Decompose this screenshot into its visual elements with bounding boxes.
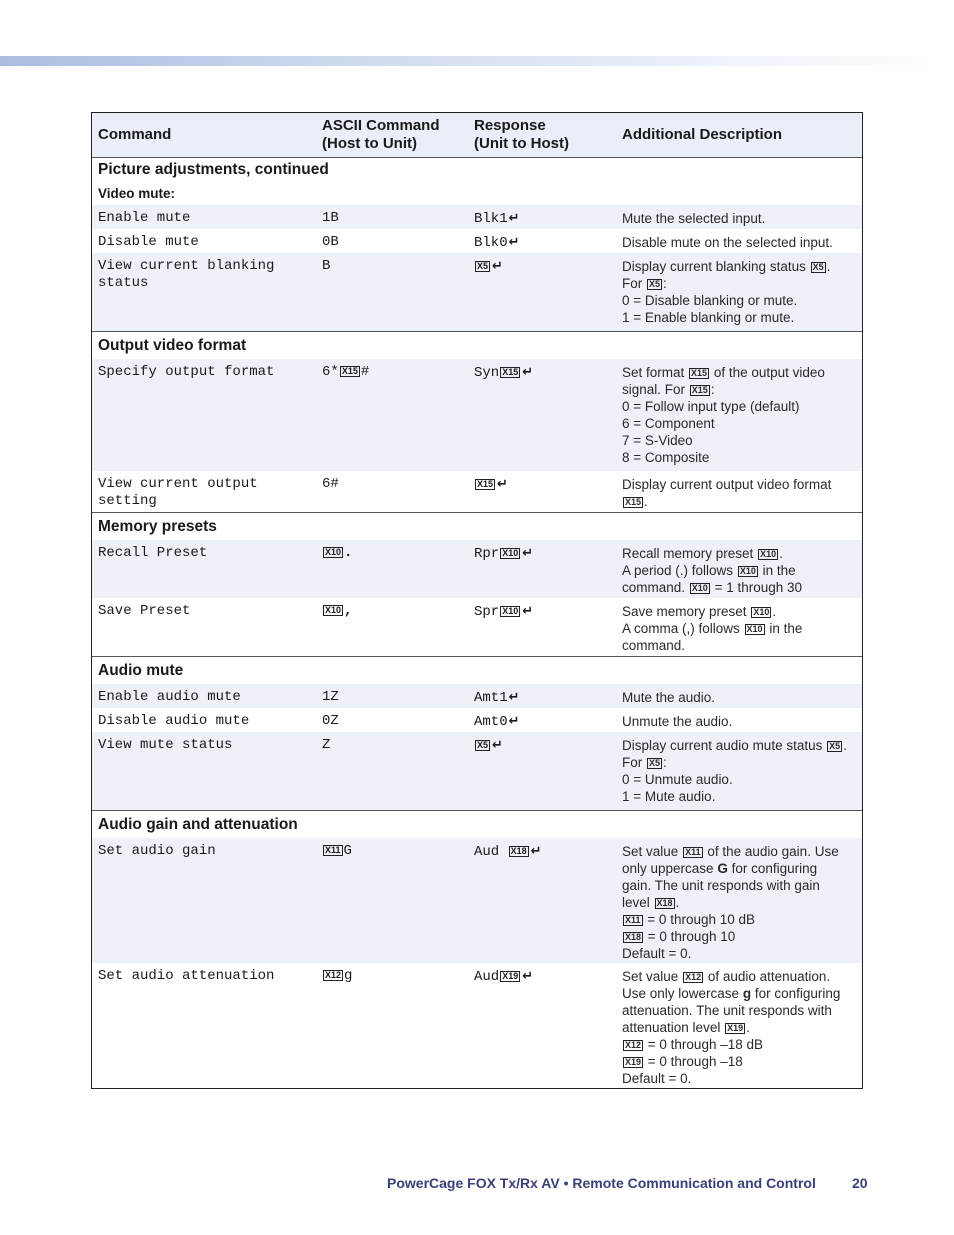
header-description: Additional Description xyxy=(622,126,783,143)
desc-text: Recall memory preset xyxy=(622,546,754,561)
var-x10: X10 xyxy=(760,549,777,559)
desc-set-gain: Set value X11 of the audio gain. Use only uppercase G for configuring gain. The unit responds with gain level X18 . X11 = 0 through 10 dB X18 = 0 through 10 Default = 0. xyxy=(622,844,839,961)
table-row xyxy=(92,963,862,1088)
cmd-view-mute-status: View mute status xyxy=(98,737,233,753)
header-ascii-line2: (Host to Unit) xyxy=(322,135,417,152)
ascii-text: , xyxy=(344,603,353,619)
resp-text: Blk1 xyxy=(474,211,508,227)
cmd-set-gain: Set audio gain xyxy=(98,843,216,859)
var-x12: X12 xyxy=(685,972,702,982)
var-x15: X15 xyxy=(341,366,358,376)
cmd-line2: setting xyxy=(98,493,157,509)
desc-text: command. xyxy=(622,580,686,595)
ascii-text: 6* xyxy=(322,364,339,380)
enter-icon: ↵ xyxy=(508,690,520,705)
desc-text: 7 = S-Video xyxy=(622,433,693,448)
var-x15: X15 xyxy=(477,479,494,489)
cmd-line1: View current blanking xyxy=(98,258,275,274)
table-row xyxy=(92,253,862,331)
var-x19: X19 xyxy=(625,1057,642,1067)
var-x18: X18 xyxy=(510,846,527,856)
header-gradient-bar xyxy=(0,56,954,66)
ascii-text: g xyxy=(344,968,353,984)
resp-disable-audio-mute xyxy=(468,713,616,732)
enter-icon: ↵ xyxy=(492,738,503,753)
resp-text: Blk0 xyxy=(474,235,508,251)
resp-text: Amt1 xyxy=(474,690,508,706)
resp-enable-audio-mute xyxy=(468,689,616,708)
var-x5: X5 xyxy=(829,741,841,751)
resp-view-output xyxy=(468,476,616,512)
desc-text: attenuation. The unit responds with xyxy=(622,1003,832,1018)
desc-text: in the xyxy=(762,563,796,578)
cmd-view-blanking xyxy=(92,258,316,331)
desc-text: signal. For xyxy=(622,382,686,397)
desc-text: Save memory preset xyxy=(622,604,747,619)
desc-set-atten: Set value X12 of audio attenuation. Use only lowercase g for configuring attenuation. The unit responds with attenuation level X19 . X12 = 0 through –18 dB X19 = 0 through –18 Default = 0. xyxy=(622,969,841,1086)
ascii-disable-mute: 0B xyxy=(322,234,339,250)
desc-text: = 0 through 10 xyxy=(647,929,736,944)
ascii-specify-format xyxy=(316,364,468,471)
desc-text: g xyxy=(742,986,752,1001)
header-response-line1: Response xyxy=(474,117,546,134)
desc-text: = 0 through –18 xyxy=(647,1054,743,1069)
var-x5: X5 xyxy=(477,740,489,750)
resp-text: Spr xyxy=(474,604,500,620)
cmd-disable-mute: Disable mute xyxy=(98,234,199,250)
ascii-disable-audio-mute: 0Z xyxy=(322,713,339,729)
resp-recall-preset xyxy=(468,545,616,598)
desc-text: For xyxy=(622,276,643,291)
desc-text: = 0 through 10 dB xyxy=(647,912,756,927)
header-command: Command xyxy=(98,126,172,143)
table-row xyxy=(92,838,862,963)
desc-save-preset: Save memory preset X10 . A comma (,) follows X10 in the command. xyxy=(622,604,803,653)
var-x10: X10 xyxy=(746,624,763,634)
desc-text: 6 = Component xyxy=(622,416,715,431)
var-x15: X15 xyxy=(691,385,708,395)
ascii-recall-preset xyxy=(316,545,468,598)
var-x5: X5 xyxy=(812,262,824,272)
ascii-save-preset xyxy=(316,603,468,656)
section-audio-gain: Audio gain and attenuation xyxy=(92,810,862,838)
var-x12: X12 xyxy=(325,970,342,980)
enter-icon: ↵ xyxy=(522,604,534,619)
var-x5: X5 xyxy=(477,261,489,271)
cmd-view-output xyxy=(92,476,316,512)
resp-text: Aud xyxy=(474,844,508,860)
resp-specify-format xyxy=(468,364,616,471)
enter-icon: ↵ xyxy=(508,235,520,250)
table-row xyxy=(92,598,862,656)
desc-view-output: Display current output video format X15 . xyxy=(622,477,832,509)
var-x18: X18 xyxy=(625,932,642,942)
ascii-enable-audio-mute: 1Z xyxy=(322,689,339,705)
var-x11: X11 xyxy=(625,915,641,925)
cmd-specify-format: Specify output format xyxy=(98,364,275,380)
var-x15: X15 xyxy=(625,497,642,507)
resp-enable-mute xyxy=(468,210,616,229)
desc-text: in the xyxy=(769,621,803,636)
desc-text: G xyxy=(717,861,728,876)
ascii-view-output: 6# xyxy=(322,476,339,492)
var-x5: X5 xyxy=(649,279,661,289)
var-x10: X10 xyxy=(502,606,519,616)
desc-view-blanking: Display current blanking status X5 . For X5 : 0 = Disable blanking or mute. 1 = Enable blanking or mute. xyxy=(622,259,831,325)
desc-view-mute-status: Display current audio mute status X5 . For X5 : 0 = Unmute audio. 1 = Mute audio. xyxy=(622,738,847,804)
desc-text: Display current blanking status xyxy=(622,259,806,274)
table-row xyxy=(92,540,862,598)
desc-text: Display current output video format xyxy=(622,477,832,492)
desc-text: for configuring xyxy=(731,861,818,876)
var-x18: X18 xyxy=(656,898,673,908)
ascii-enable-mute: 1B xyxy=(322,210,339,226)
resp-text: Syn xyxy=(474,365,500,381)
desc-text: For xyxy=(622,755,643,770)
enter-icon: ↵ xyxy=(522,365,534,380)
desc-text: A period (.) follows xyxy=(622,563,734,578)
footer-title: PowerCage FOX Tx/Rx AV • Remote Communication and Control xyxy=(387,1175,816,1191)
enter-icon: ↵ xyxy=(522,969,534,984)
cmd-disable-audio-mute: Disable audio mute xyxy=(98,713,250,729)
cmd-recall-preset: Recall Preset xyxy=(98,545,208,561)
desc-disable-mute: Disable mute on the selected input. xyxy=(622,235,833,250)
ascii-view-mute-status: Z xyxy=(322,737,331,753)
table-row xyxy=(92,708,862,732)
desc-disable-audio-mute: Unmute the audio. xyxy=(622,714,733,729)
desc-enable-mute: Mute the selected input. xyxy=(622,211,766,226)
enter-icon: ↵ xyxy=(492,259,503,274)
desc-text: Display current audio mute status xyxy=(622,738,823,753)
section-memory-presets: Memory presets xyxy=(92,512,862,540)
var-x10: X10 xyxy=(325,547,342,557)
enter-icon: ↵ xyxy=(497,477,508,492)
section-output-video-format: Output video format xyxy=(92,331,862,359)
header-ascii xyxy=(316,117,468,153)
desc-specify-format: Set format X15 of the output video signal. For X15 : 0 = Follow input type (default) 6 = Component 7 = S-Video 8 = Composite xyxy=(622,365,825,465)
enter-icon: ↵ xyxy=(508,211,520,226)
table-row xyxy=(92,205,862,229)
ascii-set-atten xyxy=(316,968,468,1088)
section-picture-adjustments: Picture adjustments, continued xyxy=(98,161,329,178)
var-x10: X10 xyxy=(502,548,519,558)
ascii-text: # xyxy=(360,364,370,380)
subsection-video-mute: Video mute: xyxy=(98,186,176,201)
table-row xyxy=(92,229,862,253)
cmd-enable-mute: Enable mute xyxy=(98,210,191,226)
desc-enable-audio-mute: Mute the audio. xyxy=(622,690,716,705)
ascii-text: G xyxy=(343,843,352,859)
desc-text: for configuring xyxy=(754,986,841,1001)
header-response xyxy=(468,117,616,153)
section-audio-mute: Audio mute xyxy=(92,656,862,684)
resp-text: Aud xyxy=(474,969,500,985)
desc-text: Default = 0. xyxy=(622,946,692,961)
desc-text: Set format xyxy=(622,365,685,380)
desc-text: of the output video xyxy=(713,365,825,380)
var-x10: X10 xyxy=(753,607,770,617)
command-table xyxy=(91,112,863,1089)
resp-text: Amt0 xyxy=(474,714,508,730)
cmd-line2: status xyxy=(98,275,149,291)
cmd-set-atten: Set audio attenuation xyxy=(98,968,275,984)
enter-icon: ↵ xyxy=(508,714,520,729)
desc-text: attenuation level xyxy=(622,1020,721,1035)
header-ascii-line1: ASCII Command xyxy=(322,117,440,134)
desc-text: 0 = Disable blanking or mute. xyxy=(622,293,798,308)
page-number: 20 xyxy=(852,1175,868,1191)
desc-text: 1 = Mute audio. xyxy=(622,789,716,804)
desc-text: 0 = Unmute audio. xyxy=(622,772,733,787)
var-x12: X12 xyxy=(625,1040,642,1050)
table-header xyxy=(92,113,862,158)
desc-text: = 0 through –18 dB xyxy=(647,1037,763,1052)
cmd-save-preset: Save Preset xyxy=(98,603,191,619)
header-response-line2: (Unit to Host) xyxy=(474,135,569,152)
desc-text: level xyxy=(622,895,650,910)
cmd-line1: View current output xyxy=(98,476,258,492)
desc-text: command. xyxy=(622,638,686,653)
var-x5: X5 xyxy=(649,758,661,768)
resp-save-preset xyxy=(468,603,616,656)
desc-text: Default = 0. xyxy=(622,1071,692,1086)
desc-text: Set value xyxy=(622,969,679,984)
desc-text: gain. The unit responds with gain xyxy=(622,878,820,893)
desc-text: 8 = Composite xyxy=(622,450,710,465)
resp-disable-mute xyxy=(468,234,616,253)
desc-text: 0 = Follow input type (default) xyxy=(622,399,800,414)
desc-text: = 1 through 30 xyxy=(714,580,803,595)
enter-icon: ↵ xyxy=(530,844,542,859)
var-x19: X19 xyxy=(727,1023,744,1033)
desc-text: A comma (,) follows xyxy=(622,621,740,636)
desc-text: Set value xyxy=(622,844,679,859)
enter-icon: ↵ xyxy=(522,546,534,561)
desc-text: of audio attenuation. xyxy=(707,969,831,984)
table-row xyxy=(92,471,862,512)
var-x10: X10 xyxy=(691,583,708,593)
var-x15: X15 xyxy=(502,367,519,377)
resp-text: Rpr xyxy=(474,546,500,562)
desc-text: of the audio gain. Use xyxy=(707,844,839,859)
table-row xyxy=(92,732,862,810)
desc-text: only uppercase xyxy=(622,861,714,876)
ascii-view-blanking: B xyxy=(322,258,331,274)
var-x10: X10 xyxy=(739,566,756,576)
var-x19: X19 xyxy=(502,971,519,981)
var-x11: X11 xyxy=(325,845,341,855)
ascii-set-gain xyxy=(316,843,468,963)
desc-text: Use only lowercase xyxy=(622,986,740,1001)
desc-text: 1 = Enable blanking or mute. xyxy=(622,310,795,325)
var-x10: X10 xyxy=(325,605,342,615)
var-x15: X15 xyxy=(691,368,708,378)
table-row xyxy=(92,359,862,471)
resp-view-mute-status xyxy=(468,737,616,810)
var-x11: X11 xyxy=(685,847,701,857)
resp-set-atten xyxy=(468,968,616,1088)
table-row xyxy=(92,684,862,708)
resp-set-gain xyxy=(468,843,616,963)
ascii-text: . xyxy=(344,545,353,561)
desc-recall-preset: Recall memory preset X10 . A period (.) follows X10 in the command. X10 = 1 through 30 xyxy=(622,546,803,595)
cmd-enable-audio-mute: Enable audio mute xyxy=(98,689,241,705)
resp-view-blanking xyxy=(468,258,616,331)
